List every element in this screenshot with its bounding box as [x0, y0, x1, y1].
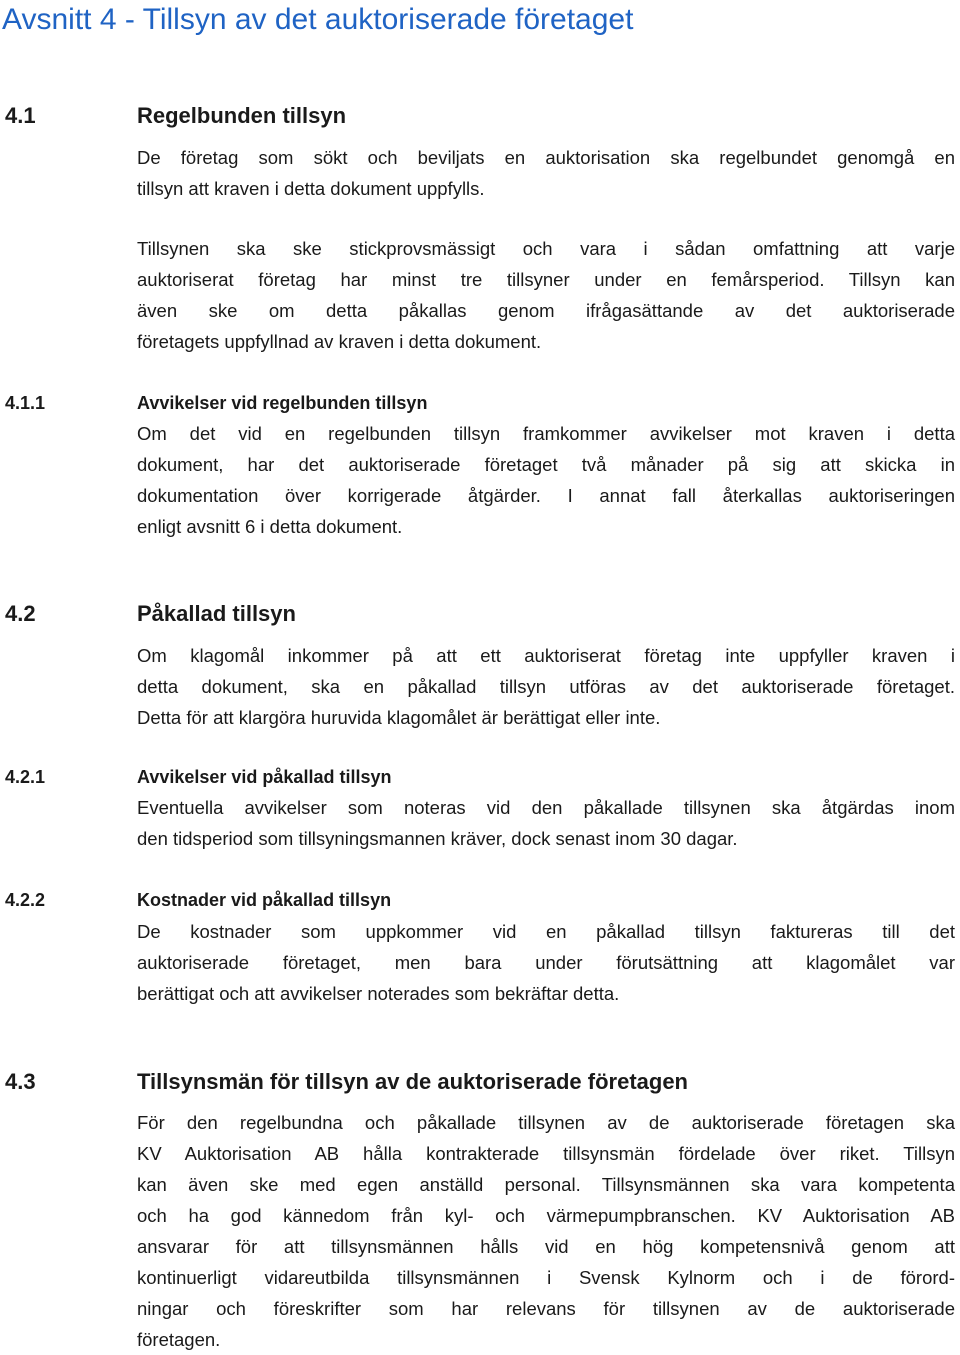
text-line: kan även ske med egen anställd personal. Tillsynsmännen ska vara kompetenta — [137, 1174, 955, 1195]
paragraph-4-1-a — [137, 142, 955, 204]
section-title-4-2-1: Avvikelser vid påkallad tillsyn — [137, 767, 392, 787]
text-line: ansvarar för att tillsynsmännen hålls vid en hög kompetensnivå genom att — [137, 1236, 955, 1257]
text-line: enligt avsnitt 6 i detta dokument. — [137, 516, 403, 537]
text-line: Detta för att klargöra huruvida klagomålet är berättigat eller inte. — [137, 707, 661, 728]
section-title-4-1: Regelbunden tillsyn — [137, 103, 347, 128]
text-line: företagen. — [137, 1329, 221, 1350]
text-line: Om klagomål inkommer på att ett auktoriserat företag inte uppfyller kraven i — [137, 645, 955, 666]
paragraph-4-2-1 — [137, 792, 955, 854]
text-line: auktoriserat företag har minst tre tillsyner under en femårsperiod. Tillsyn kan — [137, 269, 955, 290]
section-title-4-1-1: Avvikelser vid regelbunden tillsyn — [137, 393, 428, 413]
text-line: ningar och föreskrifter som har relevans för tillsynen av de auktoriserade — [137, 1298, 955, 1319]
text-line: tillsyn att kraven i detta dokument uppfylls. — [137, 178, 485, 199]
text-line: Om det vid en regelbunden tillsyn framkommer avvikelser mot kraven i detta — [137, 423, 955, 444]
paragraph-4-2 — [137, 640, 955, 733]
text-line: berättigat och att avvikelser noterades som bekräftar detta. — [137, 983, 620, 1004]
section-number-4-3: 4.3 — [5, 1069, 36, 1094]
paragraph-4-2-2 — [137, 916, 955, 1009]
text-line: auktoriserade företaget, men bara under förutsättning att klagomålet var — [137, 952, 955, 973]
text-line: De kostnader som uppkommer vid en påkallad tillsyn faktureras till det — [137, 921, 955, 942]
section-number-4-1: 4.1 — [5, 103, 36, 128]
text-line: även ske om detta påkallas genom ifrågasättande av det auktoriserade — [137, 300, 955, 321]
text-line: Tillsynen ska ske stickprovsmässigt och vara i sådan omfattning att varje — [137, 238, 955, 259]
text-line: och ha god kännedom från kyl- och värmepumpbranschen. KV Auktorisation AB — [137, 1205, 955, 1226]
text-line: kontinuerligt vidareutbilda tillsynsmännen i Svensk Kylnorm och i de förord- — [137, 1267, 955, 1288]
paragraph-4-1-1 — [137, 418, 955, 542]
text-line: KV Auktorisation AB hålla kontrakterade tillsynsmän fördelade över riket. Tillsyn — [137, 1143, 955, 1164]
text-line: För den regelbundna och påkallade tillsynen av de auktoriserade företagen ska — [137, 1112, 955, 1133]
section-title-4-2: Påkallad tillsyn — [137, 601, 296, 626]
section-number-4-2: 4.2 — [5, 601, 36, 626]
section-number-4-1-1: 4.1.1 — [5, 393, 46, 413]
section-title-4-3: Tillsynsmän för tillsyn av de auktoriserade företagen — [137, 1069, 688, 1094]
text-line: Eventuella avvikelser som noteras vid den påkallade tillsynen ska åtgärdas inom — [137, 797, 955, 818]
section-number-4-2-1: 4.2.1 — [5, 767, 46, 787]
page-heading: Avsnitt 4 - Tillsyn av det auktoriserade företaget — [2, 3, 634, 36]
text-line: dokument, har det auktoriserade företaget två månader på sig att skicka in — [137, 454, 955, 475]
paragraph-4-3 — [137, 1107, 955, 1355]
text-line: företagets uppfyllnad av kraven i detta dokument. — [137, 331, 542, 352]
paragraph-4-1-b — [137, 233, 955, 357]
section-title-4-2-2: Kostnader vid påkallad tillsyn — [137, 890, 392, 910]
text-line: dokumentation över korrigerade åtgärder. I annat fall återkallas auktoriseringen — [137, 485, 955, 506]
text-line: De företag som sökt och beviljats en auktorisation ska regelbundet genomgå en — [137, 147, 955, 168]
section-number-4-2-2: 4.2.2 — [5, 890, 46, 910]
text-line: detta dokument, ska en påkallad tillsyn utföras av det auktoriserade företaget. — [137, 676, 955, 697]
text-line: den tidsperiod som tillsyningsmannen kräver, dock senast inom 30 dagar. — [137, 828, 738, 849]
